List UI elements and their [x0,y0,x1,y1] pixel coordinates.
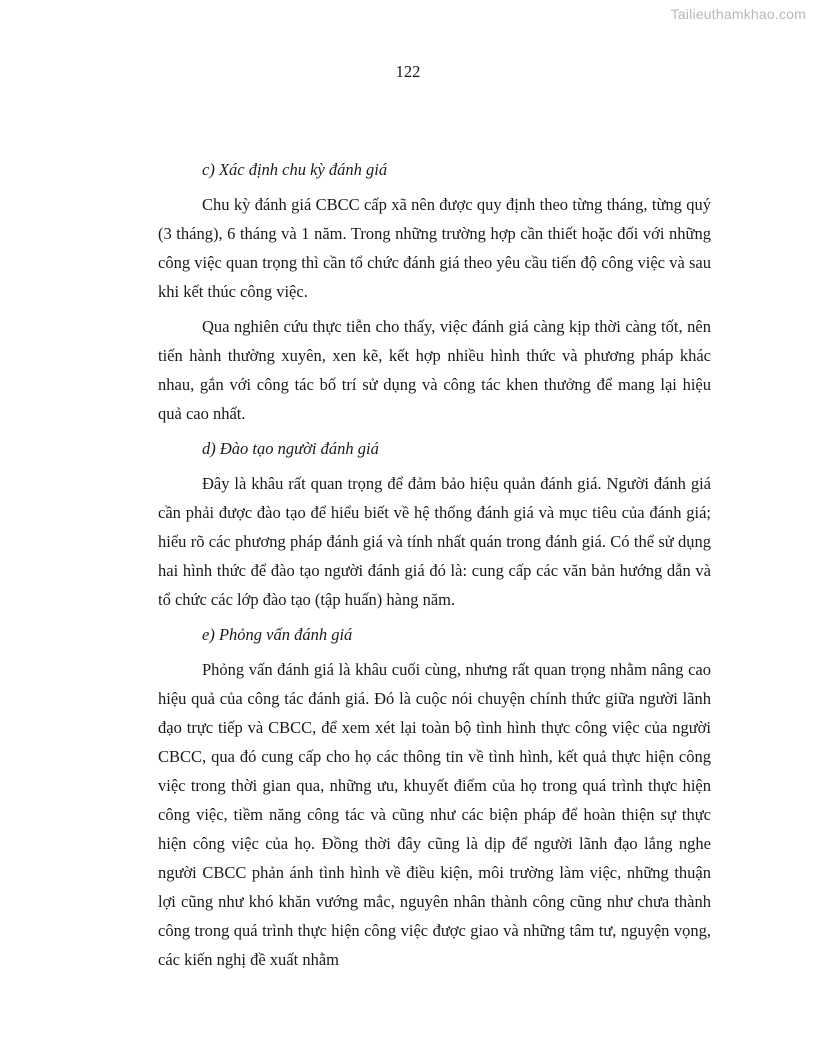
paragraph: Qua nghiên cứu thực tiễn cho thấy, việc đánh giá càng kịp thời càng tốt, nên tiến hành thường xuyên, xen kẽ, kết hợp nhiều hình thức và phương pháp khác nhau, gắn với công tác bố trí sử dụng và công tác khen thưởng để mang lại hiệu quả cao nhất. [158,317,711,423]
section-heading-c: c) Xác định chu kỳ đánh giá [202,160,388,179]
watermark-text: Tailieuthamkhao.com [670,6,806,22]
document-body [158,155,711,980]
paragraph: Phỏng vấn đánh giá là khâu cuối cùng, nhưng rất quan trọng nhằm nâng cao hiệu quả của công tác đánh giá. Đó là cuộc nói chuyện chính thức giữa người lãnh đạo trực tiếp và CBCC, để xem xét lại toàn bộ tình hình thực công việc của người CBCC, qua đó cung cấp cho họ các thông tin về tình hình, kết quả thực hiện công việc trong thời gian qua, những ưu, khuyết điểm của họ trong quá trình thực hiện công việc, tiềm năng công tác và cũng như các biện pháp để hoàn thiện sự thực hiện công việc của họ. Đồng thời đây cũng là dịp để người lãnh đạo lắng nghe người CBCC phản ánh tình hình về điều kiện, môi trường làm việc, những thuận lợi cũng như khó khăn vướng mắc, nguyên nhân thành công cũng như chưa thành công trong quá trình thực hiện công việc được giao và những tâm tư, nguyện vọng, các kiến nghị đề xuất nhằm [158,660,711,969]
paragraph: Đây là khâu rất quan trọng để đảm bảo hiệu quản đánh giá. Người đánh giá cần phải được đào tạo để hiểu biết về hệ thống đánh giá và mục tiêu của đánh giá; hiểu rõ các phương pháp đánh giá và tính nhất quán trong đánh giá. Có thể sử dụng hai hình thức để đào tạo người đánh giá đó là: cung cấp các văn bản hướng dẫn và tổ chức các lớp đào tạo (tập huấn) hàng năm. [158,474,711,609]
section-heading-d: d) Đào tạo người đánh giá [202,439,379,458]
section-heading-e: e) Phỏng vấn đánh giá [202,625,353,644]
page-number: 122 [395,62,421,81]
paragraph: Chu kỳ đánh giá CBCC cấp xã nên được quy định theo từng tháng, từng quý (3 tháng), 6 tháng và 1 năm. Trong những trường hợp cần thiết hoặc đối với những công việc quan trọng thì cần tổ chức đánh giá theo yêu cầu tiến độ công việc và sau khi kết thúc công việc. [158,195,711,301]
